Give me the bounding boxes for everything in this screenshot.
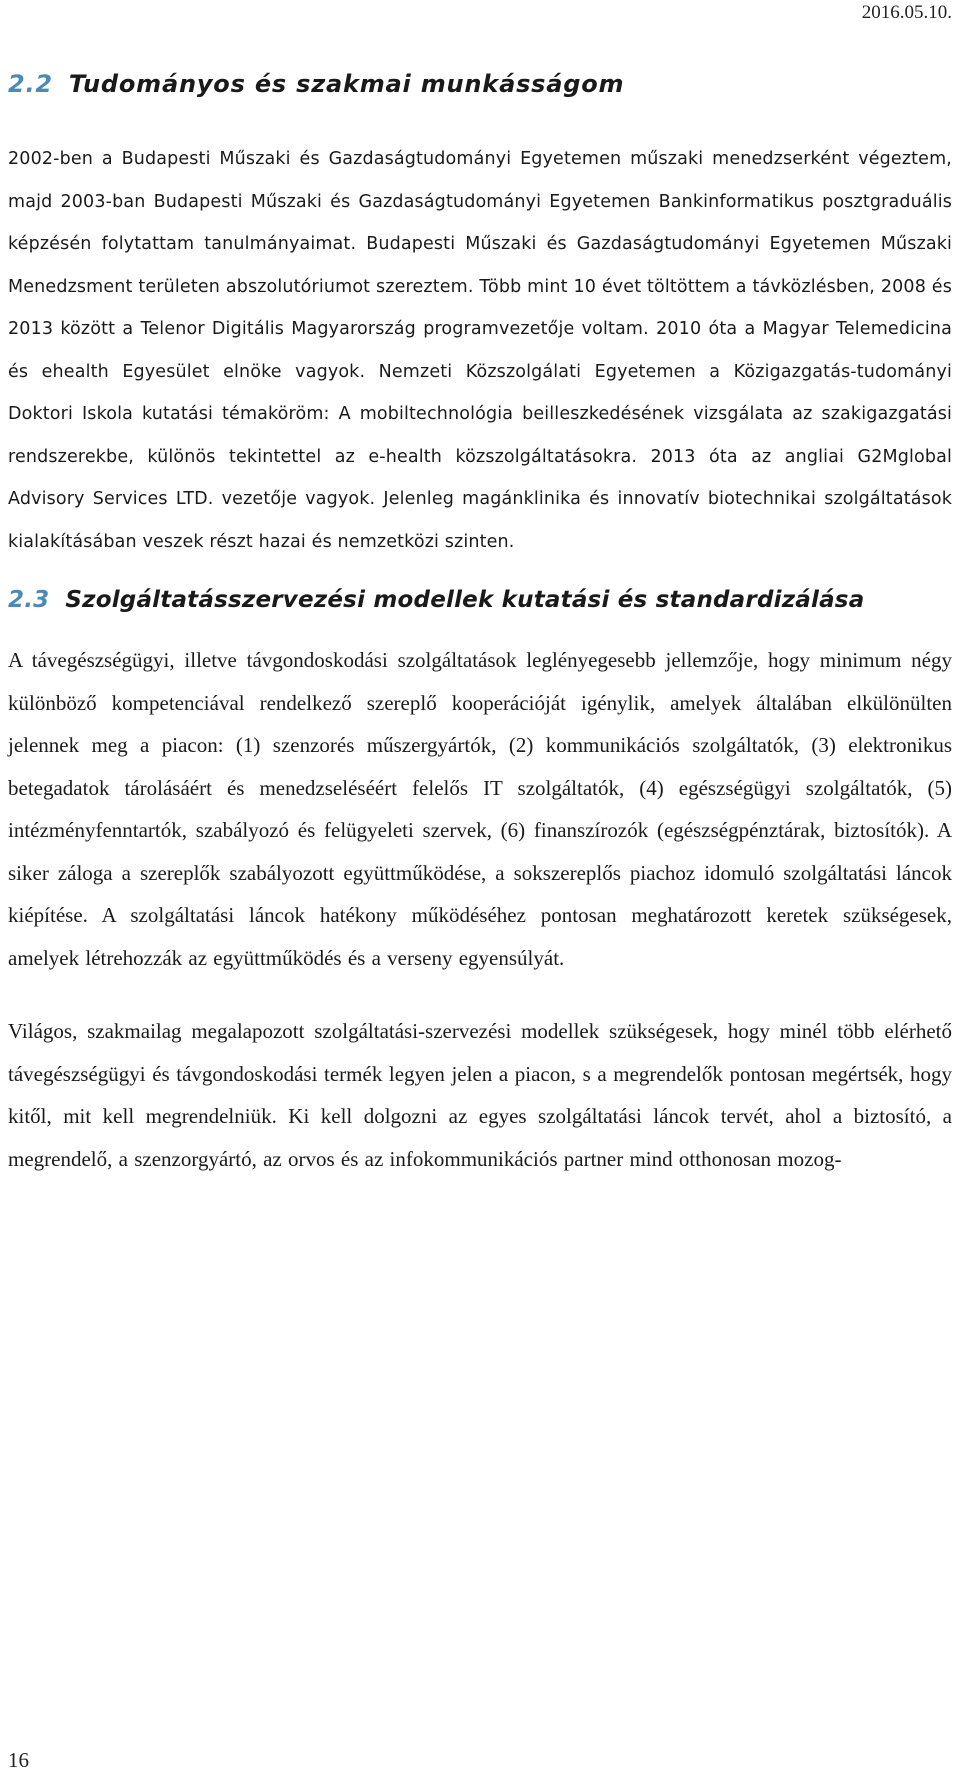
page-content: [8, 68, 952, 1180]
section-2-3-heading: [8, 587, 952, 613]
section-2-2-title: Tudományos és szakmai munkásságom: [68, 70, 625, 98]
section-2-2-paragraph: 2002-ben a Budapesti Műszaki és Gazdaságtudományi Egyetemen műszaki menedzserként végeztem, majd 2003-ban Budapesti Műszaki és Gazdaságtudományi Egyetemen Bankinformatikus posztgraduális képzésén folytattam tanulmányaimat. Budapesti Műszaki és Gazdaságtudományi Egyetemen Műszaki Menedzsment területen abszolutóriumot szereztem. Több mint 10 évet töltöttem a távközlésben, 2008 és 2013 között a Telenor Digitális Magyarország programvezetője voltam. 2010 óta a Magyar Telemedicina és ehealth Egyesület elnöke vagyok. Nemzeti Közszolgálati Egyetemen a Közigazgatás-tudományi Doktori Iskola kutatási témaköröm: A mobiltechnológia beilleszkedésének vizsgálata az szakigazgatási rendszerekbe, különös tekintettel az e-health közszolgáltatásokra. 2013 óta az angliai G2Mglobal Advisory Services LTD. vezetője vagyok. Jelenleg magánklinika és innovatív biotechnikai szolgáltatások kialakításában veszek részt hazai és nemzetközi szinten.: [8, 149, 952, 552]
section-2-3-paragraph-2: Világos, szakmailag megalapozott szolgáltatási-szervezési modellek szükségesek, hogy minél több elérhető távegészségügyi és távgondoskodási termék legyen jelen a piacon, s a megrendelők pontosan megértsék, hogy kitől, mit kell megrendelniük. Ki kell dolgozni az egyes szolgáltatási láncok tervét, ahol a biztosító, a megrendelő, a szenzorgyártó, az orvos és az infokommunikációs partner mind otthonosan mozog-: [8, 1019, 952, 1171]
section-2-2-heading: [8, 70, 952, 98]
section-2-3-title: Szolgáltatásszervezési modellek kutatási és standardizálása: [65, 587, 865, 613]
section-2-3-number: 2.3: [8, 587, 50, 613]
section-2-2-number: 2.2: [8, 70, 53, 98]
section-2-3-paragraph-1: A távegészségügyi, illetve távgondoskodási szolgáltatások leglényegesebb jellemzője, hogy minimum négy különböző kompetenciával rendelkező szereplő kooperációját igénylik, amelyek általában elkülönülten jelennek meg a piacon: (1) szenzorés műszergyártók, (2) kommunikációs szolgáltatók, (3) elektronikus betegadatok tárolásáért és menedzseléséért felelős IT szolgáltatók, (4) egészségügyi szolgáltatók, (5) intézményfenntartók, szabályozó és felügyeleti szervek, (6) finanszírozók (egészségpénztárak, biztosítók). A siker záloga a szereplők szabályozott együttműködése, a sokszereplős piachoz idomuló szolgáltatási láncok kiépítése. A szolgáltatási láncok hatékony működéséhez pontosan meghatározott keretek szükségesek, amelyek létrehozzák az együttműködés és a verseny egyensúlyát.: [8, 648, 952, 970]
page-number: 16: [8, 1748, 29, 1772]
page-date: 2016.05.10.: [861, 2, 952, 23]
